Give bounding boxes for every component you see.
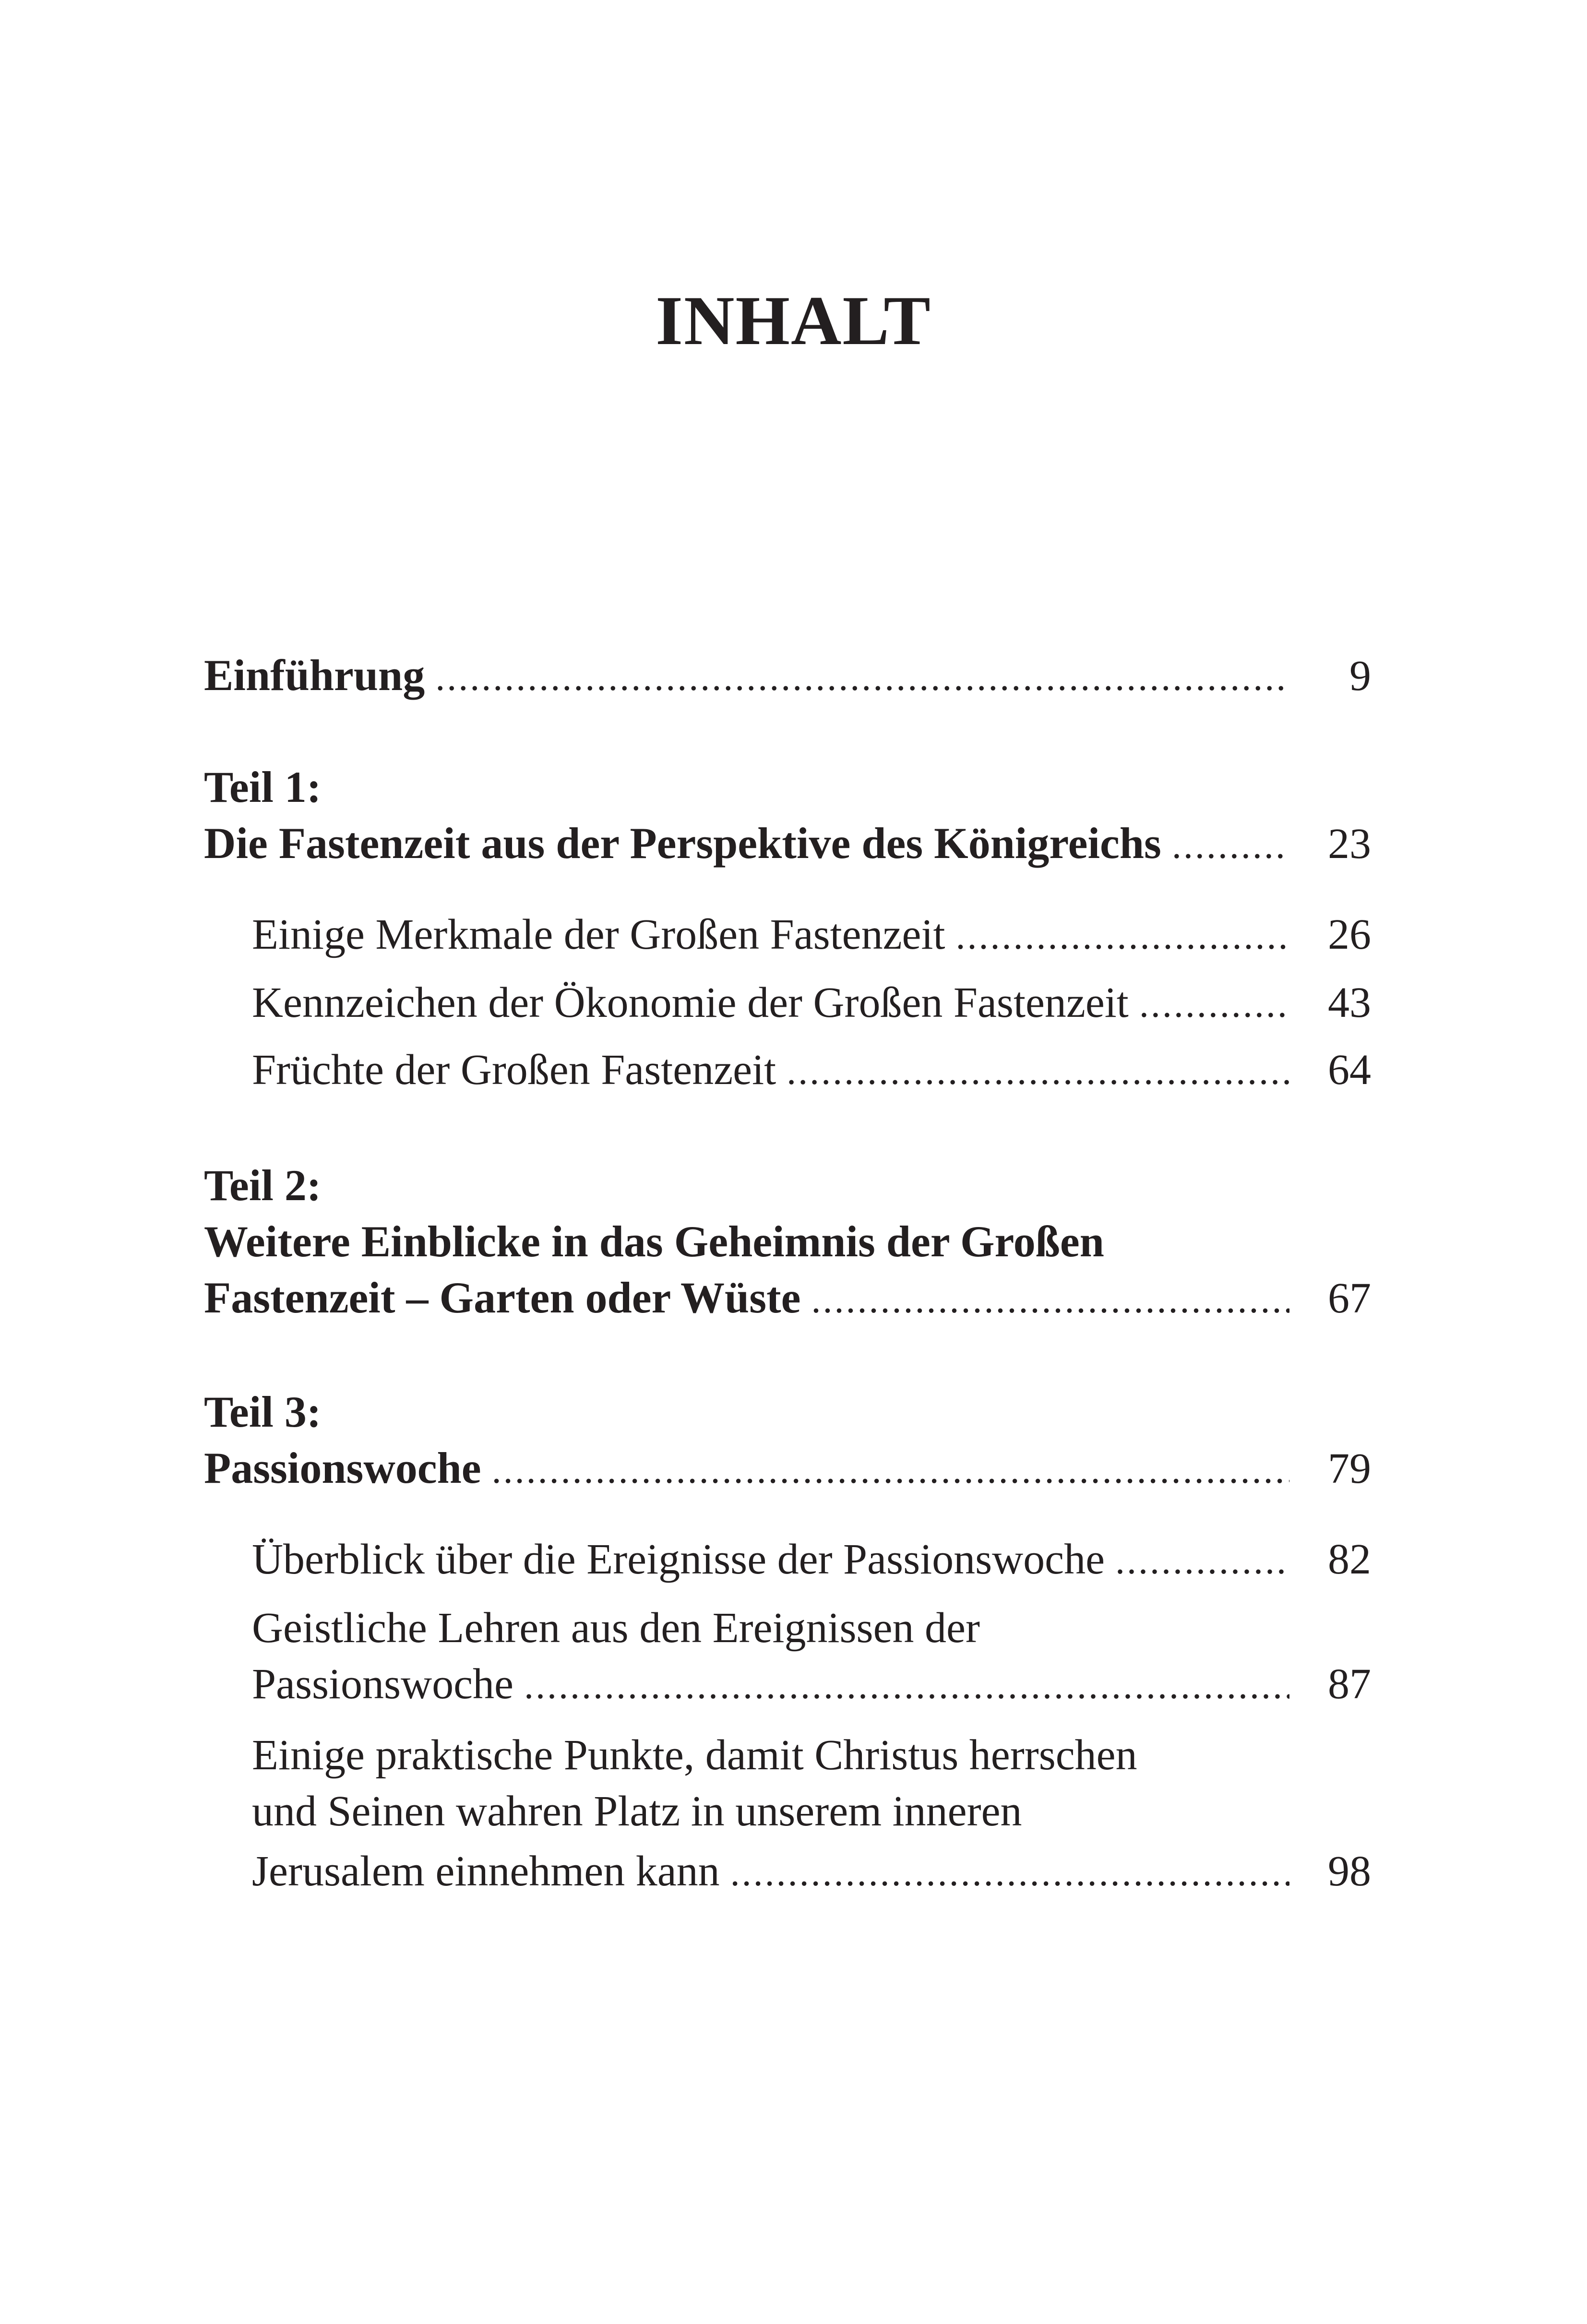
part-heading-teil-3: Teil 3: bbox=[204, 1387, 322, 1436]
toc-entry-label: Kennzeichen der Ökonomie der Großen Fastenzeit bbox=[252, 979, 1129, 1026]
toc-entry-teil-3[interactable] bbox=[204, 1439, 1371, 1497]
dot-leader bbox=[492, 1442, 1289, 1499]
toc-subentry[interactable] bbox=[252, 974, 1371, 1032]
toc-page-number: 9 bbox=[1349, 652, 1371, 700]
toc-page-number: 23 bbox=[1328, 820, 1371, 868]
toc-entry-label: und Seinen wahren Platz in unserem inneren bbox=[252, 1788, 1022, 1835]
toc-entry-label: Einführung bbox=[204, 651, 425, 700]
toc-entry-label: Einige praktische Punkte, damit Christus herrschen bbox=[252, 1731, 1137, 1779]
toc-page-number: 64 bbox=[1328, 1046, 1371, 1094]
toc-entry-label: Weitere Einblicke in das Geheimnis der Großen bbox=[204, 1217, 1104, 1266]
part-heading-teil-2: Teil 2: bbox=[204, 1161, 322, 1210]
dot-leader bbox=[1115, 1532, 1289, 1590]
toc-subentry[interactable] bbox=[252, 1531, 1371, 1588]
toc-subentry[interactable] bbox=[252, 1843, 1371, 1900]
dot-leader bbox=[1172, 817, 1289, 874]
toc-entry-einfuehrung[interactable] bbox=[204, 646, 1371, 704]
dot-leader bbox=[787, 1043, 1289, 1100]
toc-subentry-line[interactable] bbox=[252, 1783, 1371, 1840]
toc-page-number: 82 bbox=[1328, 1536, 1371, 1583]
toc-entry-teil-2[interactable] bbox=[204, 1269, 1371, 1326]
dot-leader bbox=[955, 907, 1289, 965]
toc-entry-label: Fastenzeit – Garten oder Wüste bbox=[204, 1273, 801, 1322]
toc-entry-label: Passionswoche bbox=[204, 1443, 481, 1492]
toc-entry-teil-2-line-1[interactable] bbox=[204, 1213, 1371, 1270]
toc-entry-label: Überblick über die Ereignisse der Passionswoche bbox=[252, 1536, 1105, 1583]
toc-subentry[interactable] bbox=[252, 1041, 1371, 1099]
toc-entry-label: Jerusalem einnehmen kann bbox=[252, 1847, 720, 1895]
page-title: INHALT bbox=[656, 282, 931, 359]
toc-page-number: 67 bbox=[1328, 1275, 1371, 1322]
toc-page-number: 98 bbox=[1328, 1847, 1371, 1895]
toc-entry-label: Geistliche Lehren aus den Ereignissen der bbox=[252, 1604, 980, 1652]
dot-leader bbox=[730, 1844, 1289, 1902]
dot-leader bbox=[1139, 976, 1289, 1033]
toc-entry-label: Einige Merkmale der Großen Fastenzeit bbox=[252, 911, 945, 958]
toc-entry-label: Passionswoche bbox=[252, 1660, 513, 1708]
toc-entry-teil-1[interactable] bbox=[204, 814, 1371, 872]
toc-page-number: 87 bbox=[1328, 1660, 1371, 1708]
dot-leader bbox=[524, 1657, 1289, 1715]
toc-page-number: 79 bbox=[1328, 1445, 1371, 1492]
part-heading-teil-1: Teil 1: bbox=[204, 763, 322, 811]
dot-leader bbox=[435, 649, 1289, 706]
toc-entry-label: Die Fastenzeit aus der Perspektive des Königreichs bbox=[204, 819, 1161, 868]
toc-subentry[interactable] bbox=[252, 906, 1371, 964]
toc-subentry[interactable] bbox=[252, 1656, 1371, 1713]
toc-subentry-line[interactable] bbox=[252, 1599, 1371, 1657]
toc-subentry-line[interactable] bbox=[252, 1727, 1371, 1784]
dot-leader bbox=[811, 1271, 1289, 1329]
toc-entry-label: Früchte der Großen Fastenzeit bbox=[252, 1046, 776, 1094]
toc-page-number: 43 bbox=[1328, 979, 1371, 1026]
table-of-contents bbox=[204, 0, 1371, 2324]
toc-page-number: 26 bbox=[1328, 911, 1371, 958]
